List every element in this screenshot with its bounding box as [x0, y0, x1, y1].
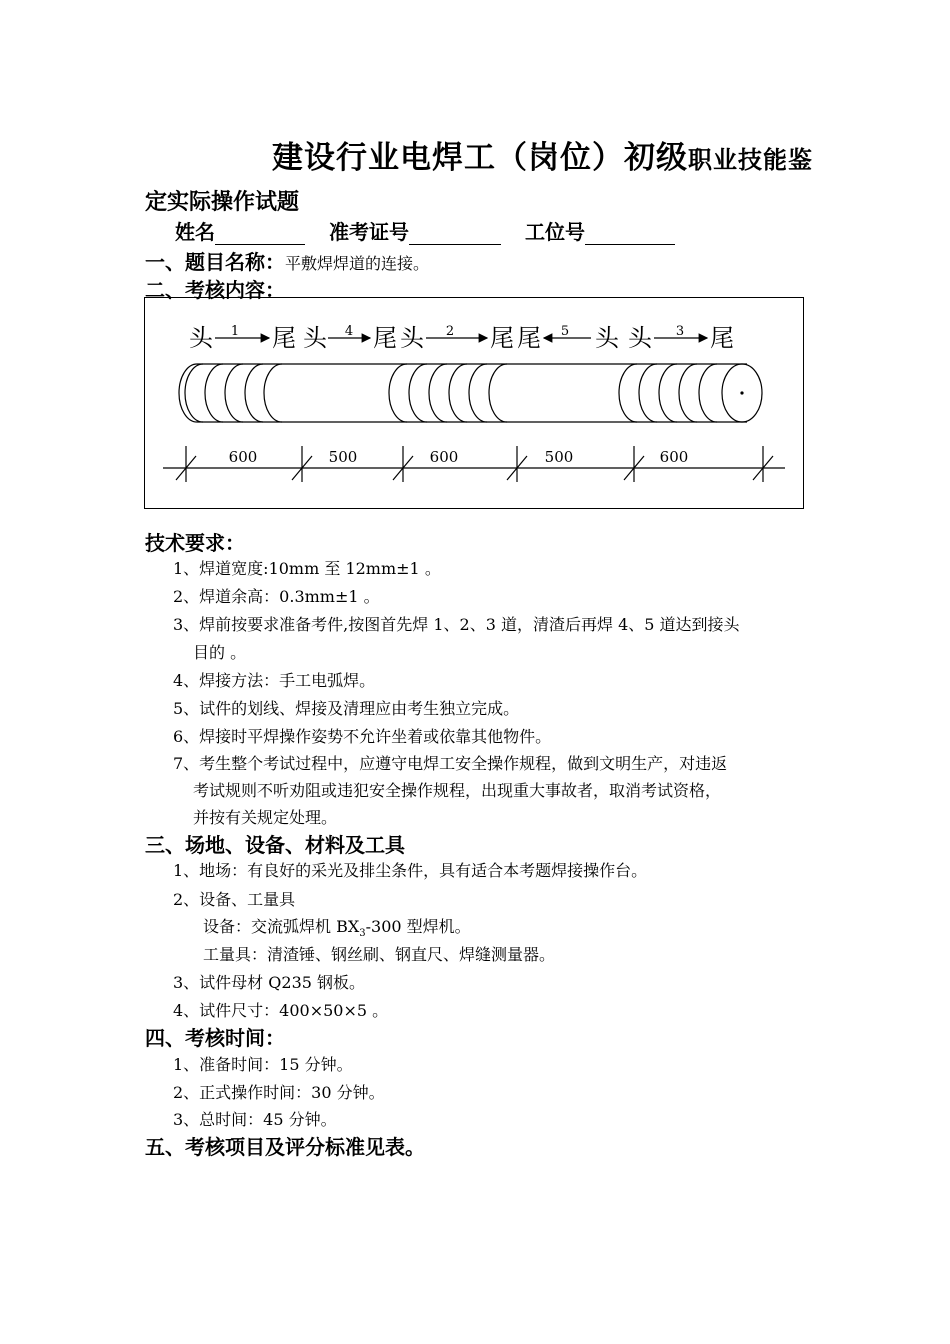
end-dot: [740, 391, 743, 394]
label-tail-3: 尾: [710, 324, 734, 352]
label-head-2: 头: [400, 324, 424, 352]
tech-item-3-cont: 目的 。: [193, 643, 247, 662]
station-label: 工位号: [525, 220, 585, 244]
tech-heading: 技术要求：: [145, 531, 245, 555]
section-3-item-1: 1、地场：有良好的采光及排尘条件，具有适合本考题焊接操作台。: [173, 861, 648, 880]
weld-number-1: 1: [230, 324, 240, 339]
equipment-line: 设备：交流弧焊机 $BX_3-300$ 型焊机。: [203, 917, 471, 940]
station-field[interactable]: [585, 224, 675, 245]
label-head-5: 头: [595, 324, 619, 352]
weld-number-3: 3: [675, 324, 685, 339]
tech-item-4: 4、焊接方法：手工电弧焊。: [173, 671, 376, 690]
weld-diagram: [144, 297, 804, 509]
dimension-500-a: 500: [328, 448, 358, 466]
label-tail-2: 尾: [490, 324, 514, 352]
dimension-600-a: 600: [228, 448, 258, 466]
tech-item-7-cont-1: 考试规则不听劝阻或违犯安全操作规程，出现重大事故者，取消考试资格，: [193, 781, 722, 800]
tech-item-3: 3、焊前按要求准备考件,按图首先焊 1、2、3 道，清渣后再焊 4、5 道达到接头: [173, 615, 740, 634]
tech-item-7: 7、考生整个考试过程中，应遵守电焊工安全操作规程，做到文明生产，对违返: [173, 754, 728, 773]
section-4-heading: 四、考核时间：: [145, 1026, 285, 1050]
weld-number-5: 5: [560, 324, 570, 339]
section-3-item-3: 3、试件母材 Q235 钢板。: [173, 973, 366, 992]
section-4-item-3: 3、总时间：45 分钟。: [173, 1110, 337, 1129]
section-1-heading: 一、题目名称：: [145, 250, 285, 274]
label-head-3: 头: [628, 324, 652, 352]
weld-number-4: 4: [344, 324, 354, 339]
title-part1: 建设行业电焊工（岗位）初级: [272, 140, 688, 176]
tech-item-6: 6、焊接时平焊操作姿势不允许坐着或依靠其他物件。: [173, 727, 552, 746]
section-5-heading: 五、考核项目及评分标准见表。: [145, 1135, 425, 1159]
section-3-item-4: 4、试件尺寸：400×50×5 。: [173, 1001, 389, 1020]
tools-line: 工量具：清渣锤、钢丝刷、钢直尺、焊缝测量器。: [203, 945, 556, 964]
candidate-fields: [175, 216, 699, 245]
tech-item-7-cont-2: 并按有关规定处理。: [193, 808, 338, 827]
section-3-heading: 三、场地、设备、材料及工具: [145, 833, 405, 857]
dimension-500-b: 500: [544, 448, 574, 466]
label-tail-5: 尾: [517, 324, 541, 352]
tech-item-1: 1、焊道宽度:10mm 至 12mm±1 。: [173, 559, 441, 578]
dimension-600-b: 600: [429, 448, 459, 466]
weld-number-2: 2: [445, 324, 455, 339]
section-2-heading: 二、考核内容：: [145, 278, 285, 302]
page-title-continued: 定实际操作试题: [145, 189, 300, 215]
page-title: [272, 132, 813, 177]
tech-item-5: 5、试件的划线、焊接及清理应由考生独立完成。: [173, 699, 520, 718]
weld-diagram-svg: [145, 298, 802, 507]
label-tail-1: 尾: [272, 324, 296, 352]
title-part2: 职业技能鉴: [688, 145, 813, 174]
label-tail-4: 尾: [373, 324, 397, 352]
name-field[interactable]: [215, 224, 305, 245]
section-1-text: 平敷焊焊道的连接。: [285, 254, 430, 273]
section-4-item-2: 2、正式操作时间：30 分钟。: [173, 1083, 385, 1102]
dimension-600-c: 600: [659, 448, 689, 466]
label-head-4: 头: [303, 324, 327, 352]
section-4-item-1: 1、准备时间：15 分钟。: [173, 1055, 353, 1074]
weld-bead: [179, 364, 762, 422]
section-1: [145, 246, 429, 275]
label-head-1: 头: [189, 324, 213, 352]
tech-item-2: 2、焊道余高：0.3mm±1 。: [173, 587, 380, 606]
exam-id-field[interactable]: [409, 224, 501, 245]
name-label: 姓名: [175, 220, 215, 244]
section-3-item-2: 2、设备、工量具: [173, 890, 296, 909]
exam-id-label: 准考证号: [329, 220, 409, 244]
